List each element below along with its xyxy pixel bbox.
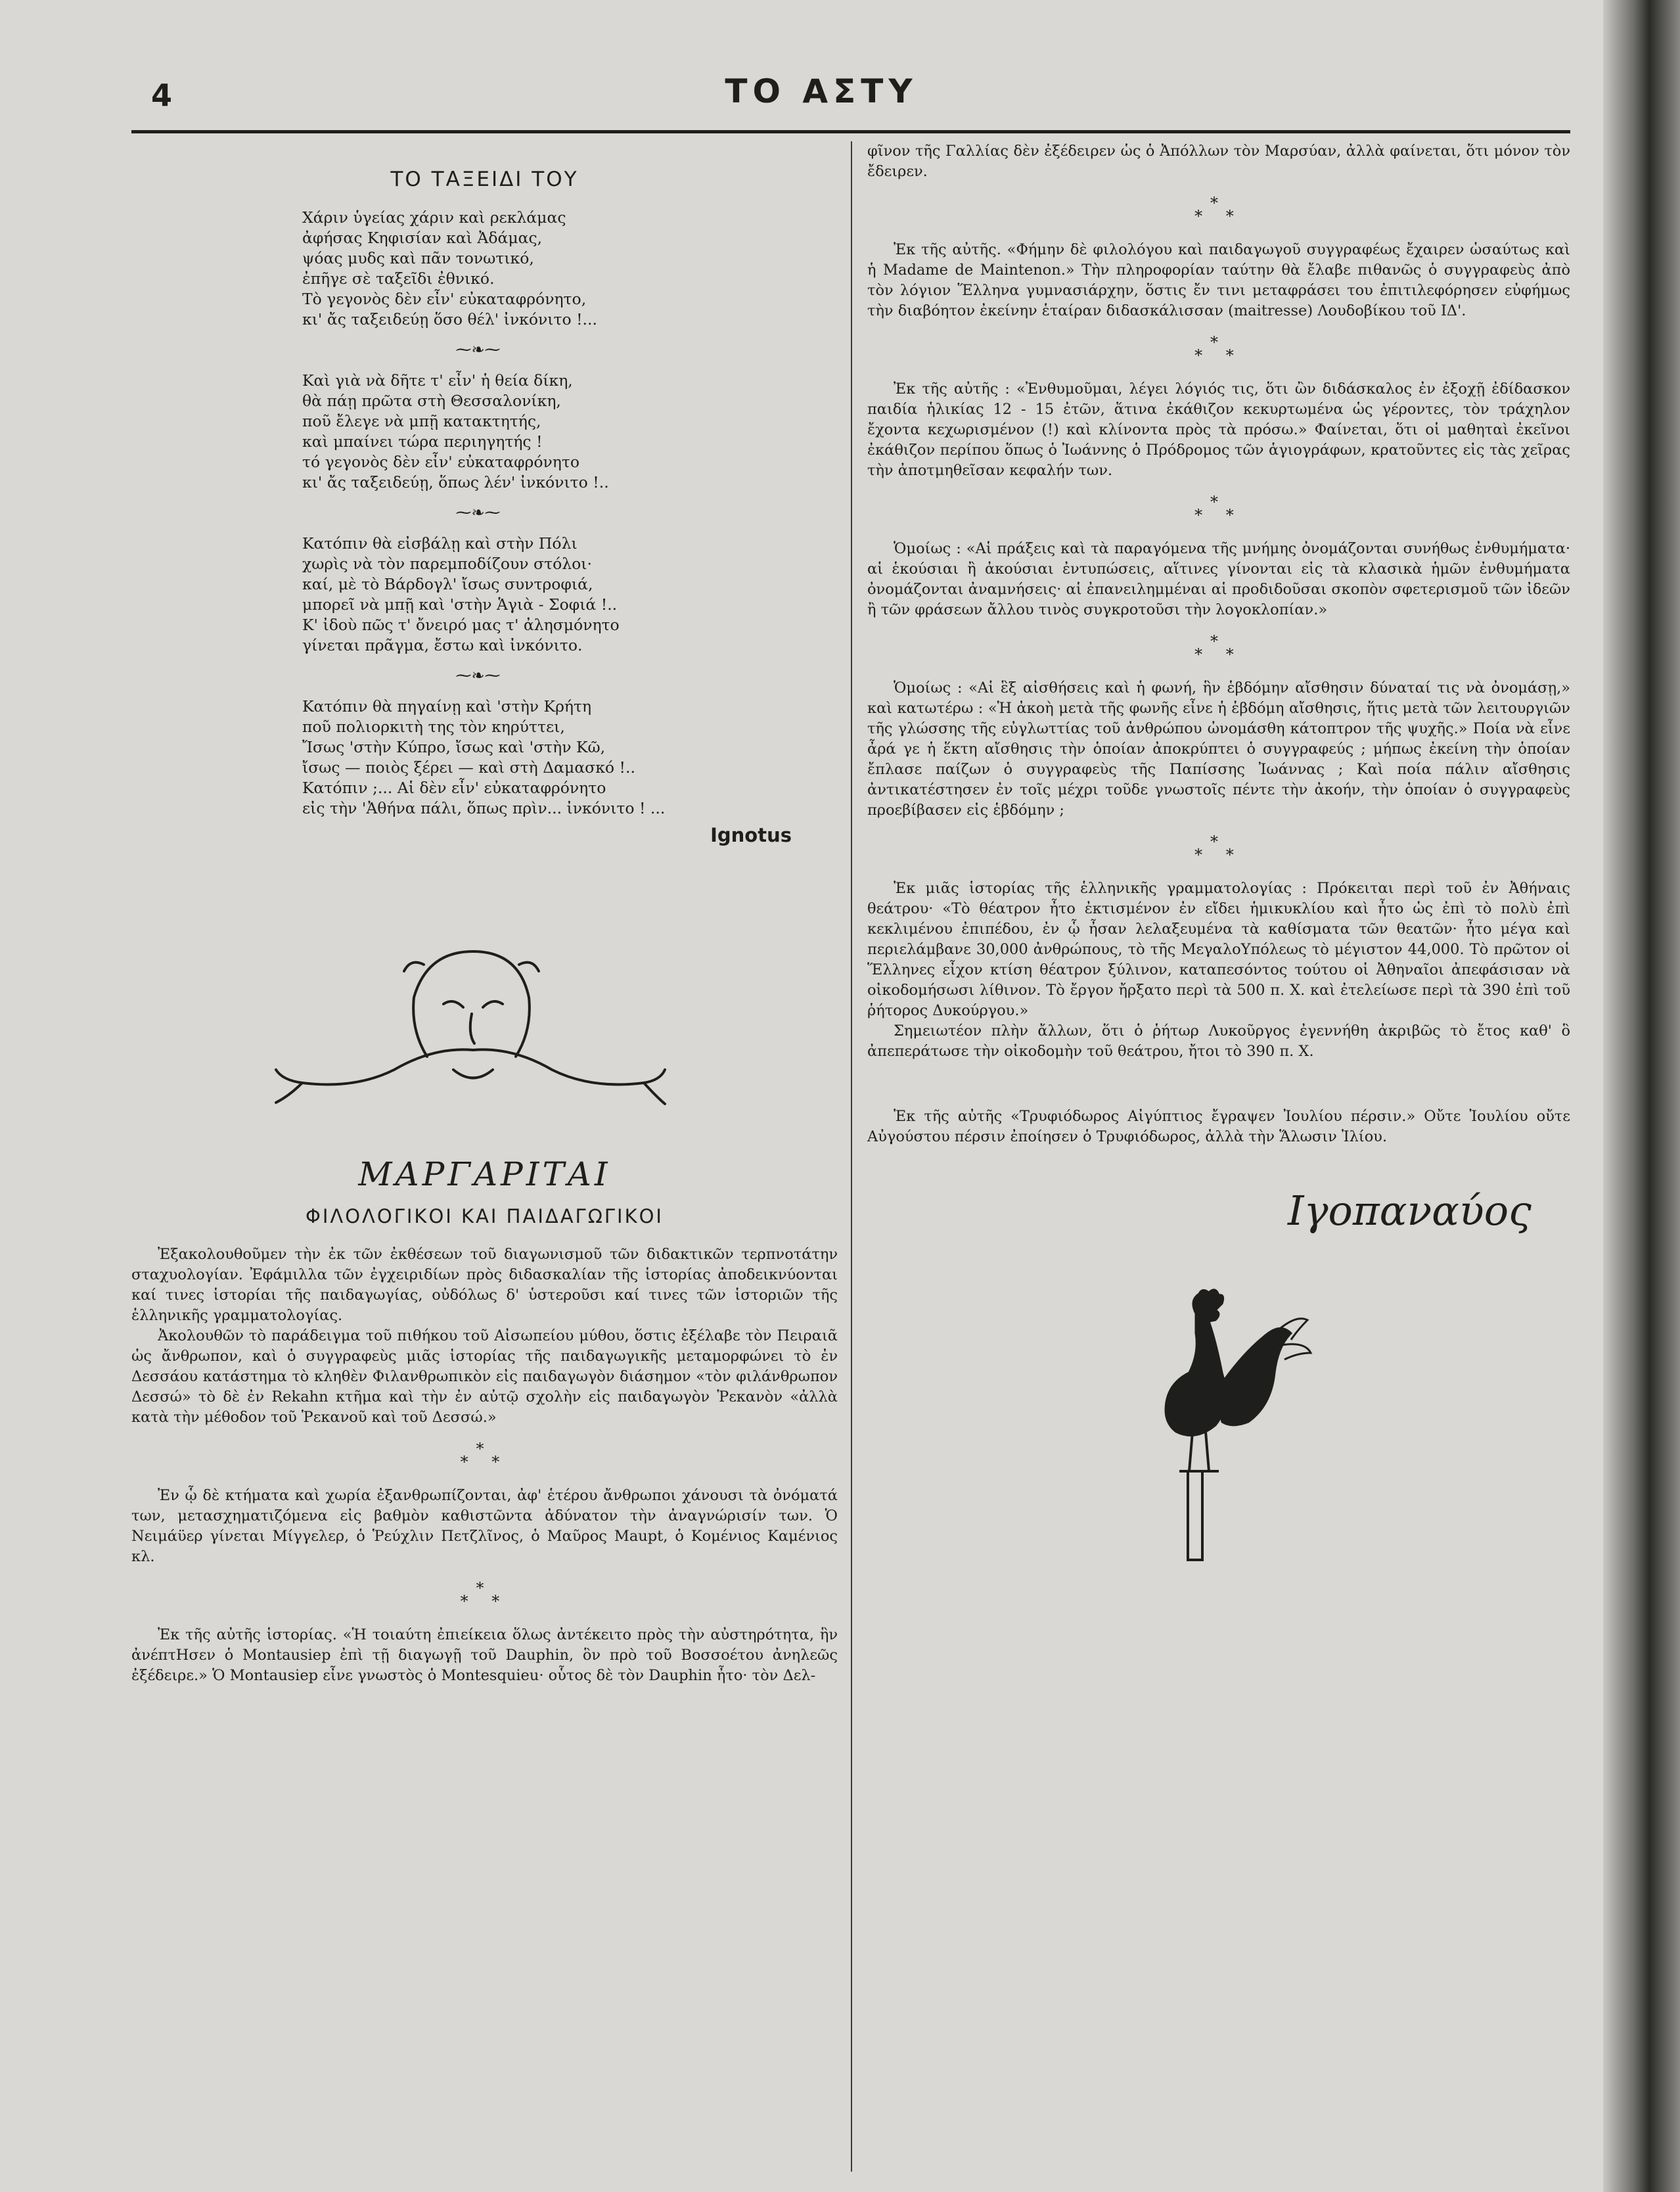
- stanza-4: [302, 696, 838, 819]
- stanza-3: [302, 534, 838, 656]
- separator-stars: * * *: [460, 1440, 509, 1471]
- poem-title: ΤΟ ΤΑΞΕΙΔΙ ΤΟΥ: [390, 168, 579, 191]
- stanza-ornament: ⁓❧⁓: [455, 503, 501, 522]
- author-signature: Ιγοπαναύος: [1288, 1187, 1532, 1235]
- poem-line: μπορεῖ νὰ μπῇ καὶ 'στὴν Ἁγιὰ - Σοφιά !..: [302, 595, 618, 614]
- newspaper-title: ΤΟ ΑΣΤΥ: [725, 72, 918, 110]
- left-column: [131, 141, 838, 1686]
- separator-stars: * * *: [1194, 833, 1243, 864]
- article-paragraph: Ἐν ᾧ δὲ κτήματα καὶ χωρία ἐξανθρωπίζονται, ἀφ' ἑτέρου ἄνθρωποι χάνουσι τὰ ὀνόματά των, μετασχηματιζόμενα εἰς βαθμὸν καθιστῶντα ἀδύνατον τὴν ἀναγνώρισίν των. Ὁ Νειμάϋερ γίνεται Μίγγελερ, ὁ Ῥεύχλιν Πετζλῖνος, ὁ Μαῦρος Maupt, ὁ Κομένιος Καμένιος κλ.: [131, 1487, 838, 1565]
- stanza-1: [302, 208, 838, 330]
- poem-line: γίνεται πρᾶγμα, ἔστω καὶ ἰνκόνιτο.: [302, 636, 583, 654]
- poem-line: κι' ἄς ταξειδεύῃ ὅσο θέλ' ἰνκόνιτο !...: [302, 310, 597, 329]
- article-paragraph: Ἐκ τῆς αὐτῆς ἱστορίας. «Ἡ τοιαύτη ἐπιείκεια ὅλως ἀντέκειτο πρὸς τὴν αὐστηρότητα, ἣν ἀνέπτΗσεν ὁ Montausiep ἐπὶ τῇ διαγωγῇ τοῦ Dauphin, ὃν πρὸ τοῦ Βοσσοέτου ἀνηλεῶς ἐξέδειρε.» Ὁ Montausiep εἶνε γνωστὸς ὁ Montesquieu· οὗτος δὲ τὸν Dauphin ἦτο· τὸν Δελ-: [131, 1626, 838, 1684]
- poem-line: Χάριν ὑγείας χάριν καὶ ρεκλάμας: [302, 208, 566, 227]
- page-number: 4: [151, 78, 173, 113]
- poem-signature: Ignotus: [710, 824, 792, 846]
- poem-line: Ἴσως 'στὴν Κύπρο, ἴσως καὶ 'στὴν Κῶ,: [302, 738, 606, 756]
- rooster-icon: [1117, 1274, 1314, 1563]
- mustached-face-icon: [263, 925, 670, 1122]
- section-subtitle: ΦΙΛΟΛΟΓΙΚΟΙ ΚΑΙ ΠΑΙΔΑΓΩΓΙΚΟΙ: [306, 1205, 664, 1227]
- separator-stars: * * *: [460, 1579, 509, 1610]
- separator-stars: * * *: [1194, 194, 1243, 225]
- stanza-ornament: ⁓❧⁓: [455, 340, 501, 359]
- separator-stars: * * *: [1194, 333, 1243, 365]
- poem-line: Τὸ γεγονὸς δὲν εἶν' εὐκαταφρόνητο,: [302, 290, 587, 308]
- poem-line: Κατόπιν ;... Αἱ δὲν εἶν' εὐκαταφρόνητο: [302, 779, 606, 797]
- poem-line: κι' ἄς ταξειδεύῃ, ὅπως λέν' ἰνκόνιτο !..: [302, 473, 609, 491]
- stanza-ornament: ⁓❧⁓: [455, 666, 501, 685]
- poem-line: καὶ μπαίνει τώρα περιηγητής !: [302, 432, 543, 451]
- poem-line: ἴσως — ποιὸς ξέρει — καὶ στὴ Δαμασκό !..: [302, 758, 635, 777]
- article-paragraph: Ἀκολουθῶν τὸ παράδειγμα τοῦ πιθήκου τοῦ Αἰσωπείου μύθου, ὅστις ἐξέλαβε τὸν Πειραιᾶ ὡς ἄνθρωπον, καὶ ὁ συγγραφεὺς μιᾶς ἱστορίας τῆς παιδαγωγικῆς μεταμορφώνει τὸ ἐν Δεσσάου κατάστημα τὸ κληθὲν Φιλανθρωπικὸν εἰς παιδαγωγὸν διάσημον «τὸν φιλάνθρωπον Δεσσώ» τὸ δὲ ἐν Rekahn κτῆμα καὶ τὴν ἐν αὐτῷ σχολὴν εἰς παιδαγωγὸν Ῥεκανὸν «ἀλλὰ κατὰ τὴν μέθοδον τοῦ Ῥεκανοῦ καὶ τοῦ Δεσσώ.»: [131, 1327, 838, 1426]
- poem-line: εἰς τὴν 'Ἀθήνα πάλι, ὅπως πρὶν... ἰνκόνιτο ! ...: [302, 799, 666, 817]
- article-paragraph: Ὁμοίως : «Αἱ πράξεις καὶ τὰ παραγόμενα τῆς μνήμης ὀνομάζονται συνήθως ἐνθυμήματα· αἱ ἑκούσιαι ἢ ἀκούσιαι ἐντυπώσεις, αἵτινες γίνονται εἰς τὰ κλασικὰ ἡμῶν ἐνθυμήματα ὀνομάζονται ἀναμνήσεις· αἱ ἐπανειλημμέναι αἱ προδιδοῦσαι σκοπὸν σφετερισμοῦ τῶν ἰδεῶν ἢ τῶν φράσεων ἄλλου τινὸς συγκροτοῦσι τὴν λογοκλοπίαν.»: [867, 540, 1570, 618]
- article-paragraph: Σημειωτέον πλὴν ἄλλων, ὅτι ὁ ῥήτωρ Λυκοῦργος ἐγεννήθη ἀκριβῶς τὸ ἔτος καθ' ὃ ἀπεπεράτωσε τὴν οἰκοδομὴν τοῦ θεάτρου, ἤτοι τὸ 390 π. Χ.: [867, 1022, 1570, 1060]
- separator-stars: * * *: [1194, 493, 1243, 524]
- article-paragraph: φῖνον τῆς Γαλλίας δὲν ἐξέδειρεν ὡς ὁ Ἀπόλλων τὸν Μαρσύαν, ἀλλὰ φαίνεται, ὅτι μόνον τὸν ἔδειρεν.: [867, 143, 1570, 180]
- poem-line: ἀφήσας Κηφισίαν καὶ Ἀδάμας,: [302, 229, 543, 247]
- poem-line: θὰ πάῃ πρῶτα στὴ Θεσσαλονίκη,: [302, 392, 561, 410]
- page-binding-edge: [1603, 0, 1680, 2192]
- separator-stars: * * *: [1194, 632, 1243, 664]
- poem-line: ποῦ ἔλεγε νὰ μπῇ κατακτητής,: [302, 412, 541, 430]
- header-rule: [131, 130, 1570, 133]
- poem-line: καί, μὲ τὸ Βάρδογλ' ἴσως συντροφιά,: [302, 575, 593, 593]
- article-paragraph: Ἐξακολουθοῦμεν τὴν ἐκ τῶν ἐκθέσεων τοῦ διαγωνισμοῦ τῶν διδακτικῶν τερπνοτάτην σταχυολογίαν. Ἐφάμιλλα τῶν ἐγχειριδίων πρὸς διδασκαλίαν τῆς ἱστορίας ἀποδεικνύονται καί τινες ἱστορίαι τῆς παιδαγωγίας, οὐδόλως δ' ὑστεροῦσι καί τινες τῶν ἱστοριῶν τῆς ἑλληνικῆς γραμματολογίας.: [131, 1246, 838, 1324]
- stanza-2: [302, 371, 838, 493]
- poem-line: ποῦ πολιορκιτὴ της τὸν κηρύττει,: [302, 718, 565, 736]
- poem-line: Κατόπιν θὰ εἰσβάλῃ καὶ στὴν Πόλι: [302, 534, 578, 553]
- poem-line: Κ' ἰδοὺ πῶς τ' ὄνειρό μας τ' ἀλησμόνητο: [302, 616, 620, 634]
- article-paragraph: Ἐκ τῆς αὐτῆς «Τρυφιόδωρος Αἰγύπτιος ἔγραψεν Ἰουλίου πέρσιν.» Οὔτε Ἰουλίου οὔτε Αὐγούστου πέρσιν ἐποίησεν ὁ Τρυφιόδωρος, ἀλλὰ τὴν Ἅλωσιν Ἰλίου.: [867, 1108, 1570, 1145]
- section-title: ΜΑΡΓΑΡΙΤΑΙ: [358, 1155, 611, 1193]
- article-paragraph: Ἐκ τῆς αὐτῆς. «Φήμην δὲ φιλολόγου καὶ παιδαγωγοῦ συγγραφέως ἔχαιρεν ὡσαύτως καὶ ἡ Madame de Maintenon.» Τὴν πληροφορίαν ταύτην θὰ ἔλαβε πιθανῶς ὁ συγγραφεὺς ἀπὸ τὸν λόγιον Ἕλληνα γυμνασιάρχην, ὅστις ἔν τινι μεταφράσει του ἐπιτιλεφόρησεν εὐφήμως τὴν διαβόητον ἐκείνην ἑταίραν διδασκάλισσαν (maitresse) Λουδοβίκου τοῦ ΙΔ'.: [867, 241, 1570, 319]
- article-paragraph: Ἐκ μιᾶς ἱστορίας τῆς ἑλληνικῆς γραμματολογίας : Πρόκειται περὶ τοῦ ἐν Ἀθήναις θεάτρου· «Τὸ θέατρον ἦτο ἐκτισμένον ἐν εἴδει ἡμικυκλίου καὶ ἦτο ὡς ἐπὶ τὸ πολὺ ἐπὶ κεκλιμένου ἐπιπέδου, ἐν ᾧ ἦσαν λελαξευμένα τὰ καθίσματα τῶν θεατῶν· ἦτο μέγα καὶ περιελάμβανε 30,000 ἀνθρώπους, τὸ τῆς ΜεγαλοΥπόλεως τὸ μέγιστον 44,000. Τὸ πρῶτον οἱ Ἕλληνες εἶχον κτίση θέατρον ξύλινον, καταπεσόντος τούτου οἱ Ἀθηναῖοι ἀπεφάσισαν νὰ οἰκοδομήσωσι λίθινον. Τὸ ἔργον ἤρξατο περὶ τὰ 500 π. Χ. καὶ ἐτελείωσε περὶ τὰ 390 ἐπὶ τοῦ ῥήτορος Δυκούργου.»: [867, 880, 1570, 1019]
- poem-line: Κατόπιν θὰ πηγαίνῃ καὶ 'στὴν Κρήτη: [302, 697, 592, 716]
- article-paragraph: Ὁμοίως : «Αἱ ἓξ αἰσθήσεις καὶ ἡ φωνή, ἣν ἑβδόμην αἴσθησιν δύναταί τις νὰ ὀνομάσῃ,» καὶ κατωτέρω : «Ἡ ἀκοὴ μετὰ τῆς φωνῆς εἶνε ἡ ἑβδόμη αἴσθησις, ἥτις μετὰ τῶν λειτουργιῶν τῆς γλώσσης τῆς εὐγλωττίας τοῦ ἀνθρώπου ὠνομάσθη κάτοπτρον τῆς ψυχῆς.» Ποία νὰ εἶνε ἆρά γε ἡ ἕκτη αἴσθησις τὴν ὁποίαν ἀποκρύπτει ὁ συγγραφεύς ; μήπως ἐκείνη τὴν ὁποίαν ἔπλασε παίζων ὁ συγγραφεὺς τῆς Παπίσσης Ἰωάννας ; Καὶ ποία πάλιν αἴσθησις ἀντικατέστησεν ἐν τοῖς μέχρι τοῦδε γνωστοῖς πέντε τὴν ἀκοήν, τὴν ὁποίαν ὁ συγγραφεὺς προεβίβασεν εἰς ἑβδόμην ;: [867, 679, 1570, 819]
- article-paragraph: Ἐκ τῆς αὐτῆς : «Ἐνθυμοῦμαι, λέγει λόγιός τις, ὅτι ὢν διδάσκαλος ἐν ἐξοχῇ ἐδίδασκον παιδία ἡλικίας 12 - 15 ἐτῶν, ἅτινα ἐκάθιζον κεκυρτωμένα ὡς γέροντες, τὸν τράχηλον ἔχοντα κεχωρισμένον (!) καὶ κλίνοντα πρὸς τὰ πρόσω.» Φαίνεται, ὅτι οἱ μαθηταὶ ἐκεῖνοι ἐκάθιζον περίπου ὅπως ὁ Ἰωάννης ὁ Πρόδρομος τῶν ἁγιογράφων, κρατοῦντες εἰς τὰς χεῖρας τὴν ἀποτμηθεῖσαν κεφαλήν των.: [867, 380, 1570, 479]
- separator-stars: [867, 1076, 1570, 1089]
- poem-line: τό γεγονὸς δὲν εἶν' εὐκαταφρόνητο: [302, 453, 580, 471]
- poem-line: χωρὶς νὰ τὸν παρεμποδίζουν στόλοι·: [302, 555, 592, 573]
- right-column: [867, 141, 1570, 1563]
- poem-line: ἐπῆγε σὲ ταξεῖδι ἐθνικό.: [302, 269, 495, 288]
- poem-line: ψόας μυδς καὶ πᾶν τονωτικό,: [302, 249, 534, 267]
- poem-line: Καὶ γιὰ νὰ δῆτε τ' εἶν' ἡ θεία δίκη,: [302, 371, 573, 390]
- column-rule: [851, 141, 852, 2172]
